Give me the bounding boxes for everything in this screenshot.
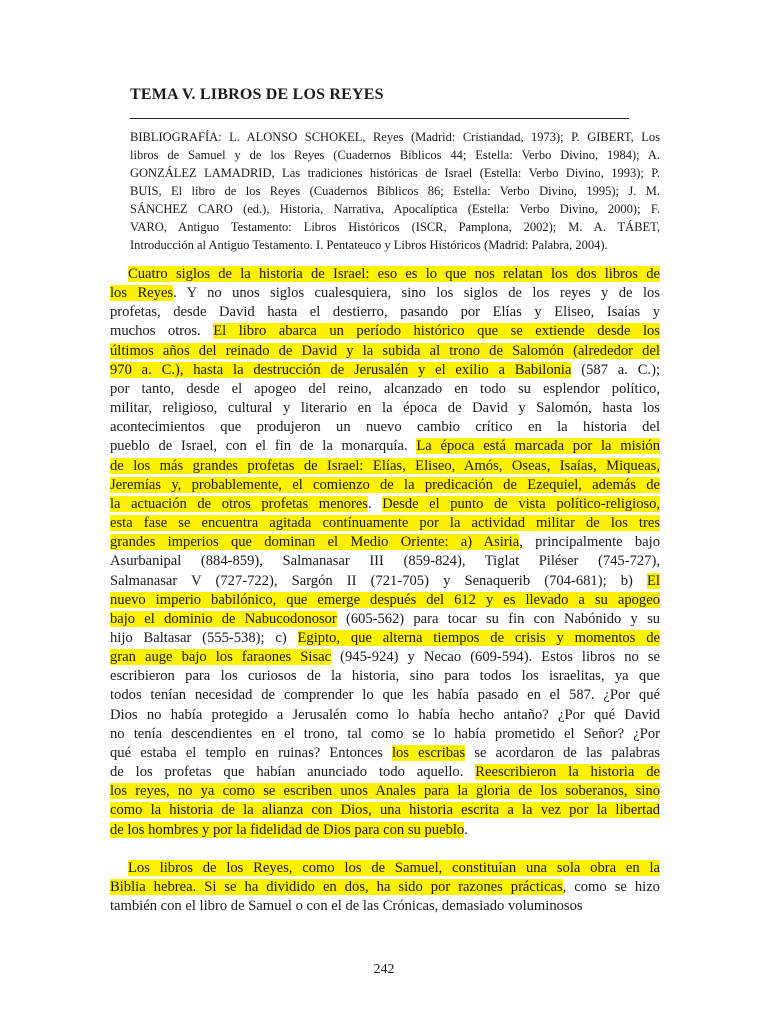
- text-line: [110, 782, 660, 801]
- text-segment: (587 a. C.);: [571, 361, 660, 378]
- text-line: [110, 648, 660, 667]
- text-segment: . Y no unos siglos cualesquiera, sino los siglos de los reyes y de los: [173, 285, 660, 302]
- text-segment: pueblo de Israel, con el fin de la monarquía.: [110, 438, 417, 455]
- highlighted-text: Los libros de los Reyes, como los de Samuel, constituían una sola obra en la: [128, 859, 660, 876]
- highlighted-text: la actuación de otros profetas menores: [110, 495, 368, 512]
- text-line: [110, 495, 660, 514]
- text-line: [110, 342, 660, 361]
- text-line: [110, 476, 660, 495]
- text-segment: también con el libro de Samuel o con el de las Crónicas, demasiado voluminosos: [110, 898, 583, 914]
- text-segment: , principalmente bajo: [519, 534, 660, 551]
- highlighted-text: 970 a. C.), hasta la destrucción de Jerusalén y el exilio a Babilonia: [110, 361, 572, 378]
- text-line: [110, 686, 660, 705]
- text-segment: hijo Baltasar (555-538); c): [110, 629, 298, 646]
- bibliography-line: libros de Samuel y de los Reyes (Cuadernos Bíblicos 44; Estella: Verbo Divino, 1984); A.: [130, 148, 660, 162]
- text-segment: se acordaron de las palabras: [465, 744, 660, 761]
- bibliography-line: Introducción al Antiguo Testamento. I. Pentateuco y Libros Históricos (Madrid: Palabra, 2004).: [130, 238, 608, 252]
- bibliography-line: BIBLIOGRAFÍA: L. ALONSO SCHOKEL, Reyes (Madrid: Cristiandad, 1973); P. GIBERT, Los: [130, 130, 660, 144]
- highlighted-text: El: [647, 572, 660, 589]
- text-line: [110, 859, 660, 878]
- text-segment: acontecimientos que produjeron un nuevo cambio crítico en la historia del: [110, 419, 660, 436]
- highlighted-text: Biblia hebrea. Si se ha dividido en dos, ha sido por razones prácticas: [110, 878, 563, 895]
- highlighted-text: de los más grandes profetas de Israel: Elías, Eliseo, Amós, Oseas, Isaías, Miqueas,: [110, 457, 660, 474]
- highlighted-text: nuevo imperio babilónico, que emerge después del 612 y es llevado a su apogeo: [110, 591, 660, 608]
- highlighted-text: Reescribieron la historia de: [475, 764, 660, 781]
- text-line: [110, 552, 660, 571]
- text-line: [110, 591, 660, 610]
- chapter-title: TEMA V. LIBROS DE LOS REYES: [130, 86, 384, 103]
- text-line: [110, 361, 660, 380]
- highlighted-text: bajo el dominio de Nabucodonosor: [110, 610, 337, 627]
- text-line: [110, 533, 660, 552]
- highlighted-text: La época está marcada por la misión: [416, 438, 660, 455]
- highlighted-text: Cuatro siglos de la historia de Israel: eso es lo que nos relatan los dos libros de: [128, 266, 660, 282]
- text-segment: de los profetas que habían anunciado todo aquello.: [110, 764, 476, 781]
- page-number: 242: [373, 962, 395, 977]
- text-line: [110, 725, 660, 744]
- highlighted-text: los Reyes: [110, 285, 174, 302]
- text-line: [110, 514, 660, 533]
- text-line: [110, 380, 660, 399]
- text-line: [110, 706, 660, 725]
- text-line: [110, 801, 660, 820]
- highlighted-text: los escribas: [392, 744, 466, 761]
- text-line: [110, 878, 660, 897]
- text-line: [110, 667, 660, 686]
- text-line: [110, 897, 660, 916]
- highlighted-text: Jeremías y, probablemente, el comienzo de la predicación de Ezequiel, además de: [110, 476, 660, 493]
- text-line: [110, 303, 660, 322]
- text-segment: Dios no había protegido a Jerusalén como lo había hecho antaño? ¿Por qué David: [110, 706, 660, 723]
- text-segment: escribieron para los curiosos de la historia, sino para todos los israelitas, ya que: [110, 668, 660, 685]
- highlighted-text: El libro abarca un período histórico que se extiende desde los: [213, 323, 660, 340]
- bibliography-line: SÁNCHEZ CARO (ed.), Historia, Narrativa, Apocalíptica (Estella: Verbo Divino, 2000); F.: [130, 202, 660, 216]
- text-segment: qué estaba el templo en ruinas? Entonces: [110, 744, 392, 761]
- highlighted-text: últimos años del reinado de David y la subida al trono de Salomón (alrededor del: [110, 342, 660, 359]
- main-text: [110, 265, 660, 916]
- text-segment: , como se hizo: [562, 878, 660, 895]
- text-line: [110, 763, 660, 782]
- highlighted-text: esta fase se encuentra agitada contínuamente por la actividad militar de los tres: [110, 515, 660, 532]
- text-line: [110, 610, 660, 629]
- bibliography-line: BUIS, El libro de los Reyes (Cuadernos Bíblicos 86; Estella: Verbo Divino, 1995); J. M.: [130, 184, 660, 198]
- text-segment: Asurbanipal (884-859), Salmanasar III (859-824), Tiglat Piléser (745-727),: [110, 553, 660, 570]
- text-line: [110, 418, 660, 437]
- text-segment: no tenía descendientes en el trono, tal como se lo había prometido el Señor? ¿Por: [110, 725, 660, 742]
- title-rule: [130, 118, 629, 119]
- bibliography-line: GONZÁLEZ LAMADRID, Las tradiciones históricas de Israel (Estella: Verbo Divino, 1993); P.: [130, 166, 660, 180]
- bibliography-line: VARO, Antiguo Testamento: Libros Históricos (ISCR, Pamplona, 2002); M. A. TÁBET,: [130, 220, 660, 234]
- text-segment: todos tenían necesidad de comprender lo que les había pasado en el 587. ¿Por qué: [110, 687, 660, 704]
- text-segment: .: [464, 821, 468, 838]
- text-segment: (605-562) para tocar su fin con Nabónido y su: [336, 610, 660, 627]
- paragraph-1: [110, 265, 660, 840]
- text-segment: (945-924) y Necao (609-594). Estos libros no se: [331, 649, 660, 666]
- text-segment: .: [367, 495, 383, 512]
- text-line: [110, 572, 660, 591]
- text-line: [110, 821, 660, 840]
- text-line: [110, 629, 660, 648]
- text-line: [110, 437, 660, 456]
- text-segment: por tanto, desde el apogeo del reino, alcanzado en todo su esplendor político,: [110, 380, 660, 397]
- text-line: [110, 399, 660, 418]
- bibliography-block: [130, 128, 660, 254]
- text-line: [110, 284, 660, 303]
- text-line: [110, 322, 660, 341]
- highlighted-text: Egipto, que alterna tiempos de crisis y momentos de: [297, 629, 660, 646]
- highlighted-text: de los hombres y por la fidelidad de Dios para con su pueblo: [110, 821, 465, 838]
- text-line: [110, 457, 660, 476]
- text-line: [110, 265, 660, 284]
- highlighted-text: como la historia de la alianza con Dios, una historia escrita a la vez por la libertad: [110, 802, 660, 819]
- text-segment: Salmanasar V (727-722), Sargón II (721-705) y Senaquerib (704-681); b): [110, 572, 648, 589]
- text-segment: militar, religioso, cultural y literario en la época de David y Salomón, hasta los: [110, 400, 660, 417]
- highlighted-text: Desde el punto de vista político-religioso,: [382, 495, 661, 512]
- highlighted-text: gran auge bajo los faraones Sisac: [110, 649, 332, 666]
- highlighted-text: los reyes, no ya como se escriben unos Anales para la gloria de los soberanos, sino: [110, 783, 660, 800]
- paragraph-2: [110, 859, 660, 916]
- text-line: [110, 744, 660, 763]
- highlighted-text: grandes imperios que dominan el Medio Oriente: a) Asiria: [110, 534, 520, 551]
- text-segment: profetas, desde David hasta el destierro, pasando por Elías y Eliseo, Isaías y: [110, 304, 660, 321]
- text-segment: muchos otros.: [110, 323, 214, 340]
